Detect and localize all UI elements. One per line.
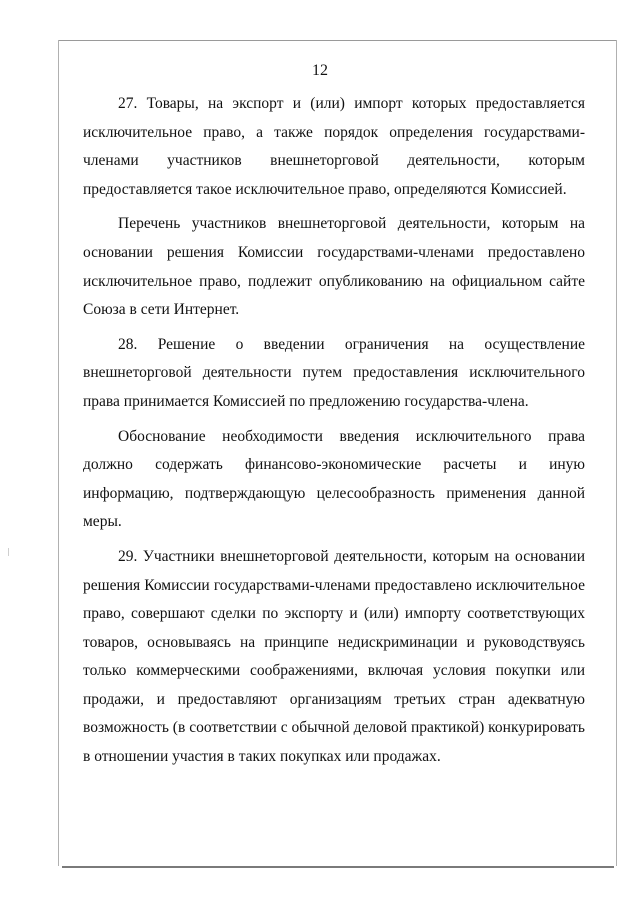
paragraph-28: 28. Решение о введении ограничения на осуществление внешнеторговой деятельности путем предоставления исключительного права принимается Комиссией по предложению государства-члена. bbox=[83, 335, 585, 410]
page-border-right bbox=[616, 40, 617, 866]
page-number: 12 bbox=[312, 62, 328, 79]
page-border-bottom bbox=[62, 866, 614, 868]
paragraph-27-list: Перечень участников внешнеторговой деятельности, которым на основании решения Комиссии государствами-членами предоставлено исключительное право, подлежит опубликованию на официальном сайте Союза в сети Интернет. bbox=[83, 215, 585, 319]
page-border-top bbox=[58, 40, 616, 41]
document-body bbox=[83, 90, 585, 778]
page-border-left bbox=[58, 40, 59, 866]
paragraph-29: 29. Участники внешнеторговой деятельности, которым на основании решения Комиссии государствами-членами предоставлено исключительное право, совершают сделки по экспорту и (или) импорту соответствующих товаров, основываясь на принципе недискриминации и руководствуясь только коммерческими соображениями, включая условия покупки или продажи, и предоставляют организациям третьих стран адекватную возможность (в соответствии с обычной деловой практикой) конкурировать в отношении участия в таких покупках или продажах. bbox=[83, 547, 585, 766]
paragraph-27: 27. Товары, на экспорт и (или) импорт которых предоставляется исключительное право, а также порядок определения государствами-членами участников внешнеторговой деятельности, которым предоставляется такое исключительное право, определяются Комиссией. bbox=[83, 95, 585, 198]
paragraph-28-justification: Обоснование необходимости введения исключительного права должно содержать финансово-экономические расчеты и иную информацию, подтверждающую целесообразность применения данной меры. bbox=[83, 427, 585, 531]
scan-artifact bbox=[8, 548, 9, 556]
